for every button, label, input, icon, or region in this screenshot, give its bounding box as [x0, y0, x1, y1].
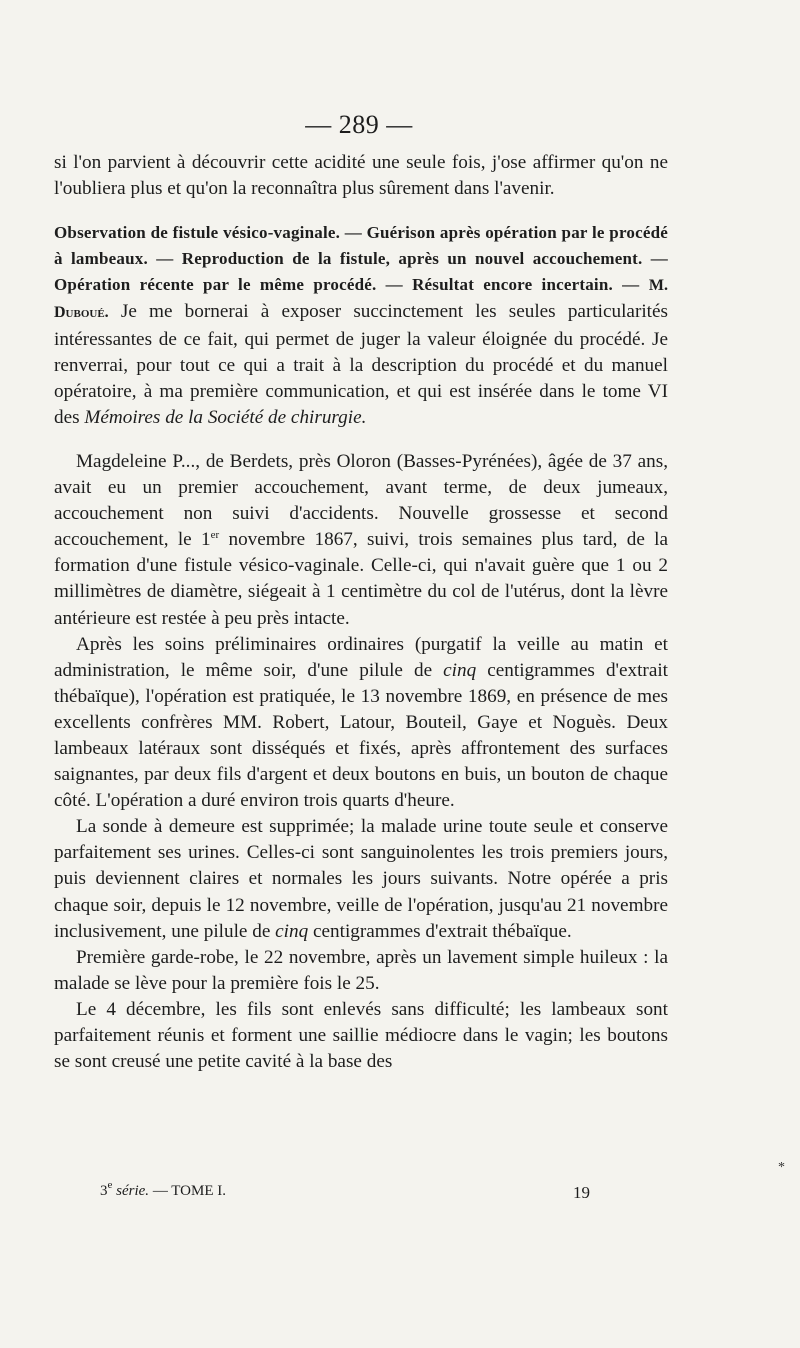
paragraph-sonde-text-2: centigrammes d'extrait thébaïque.: [308, 920, 572, 942]
signature-number: 19: [573, 1183, 590, 1202]
paragraph-operation: [54, 632, 668, 815]
paragraph-patient: [54, 449, 668, 632]
series-number: 3: [100, 1183, 108, 1199]
page-number: — 289 —: [305, 110, 413, 139]
paragraph-intro: si l'on parvient à découvrir cette acidité une seule fois, j'ose affirmer qu'on ne l'oubliera plus et qu'on la reconnaîtra plus sûrement dans l'avenir.: [54, 152, 668, 200]
italic-cinq: cinq: [443, 659, 477, 681]
series-word: série.: [112, 1183, 150, 1199]
margin-mark: *: [778, 1160, 785, 1175]
paragraph-decembre: Le 4 décembre, les fils sont enlevés sans difficulté; les lambeaux sont parfaitement réunis et forment une saillie médiocre dans le vagin; les boutons se sont creusé une petite cavité à la base des: [54, 998, 668, 1073]
author-name: M. Duboué.: [54, 277, 669, 322]
paragraph-patient-text-2: novembre 1867, suivi, trois semaines plus tard, de la formation d'une fistule vésico-vaginale. Celle-ci, qui n'avait guère que 1 ou 2 millimètres de diamètre, siégeait à 1 centimètre du col de l'utérus, dont la lèvre antérieure est restée à peu près intacte.: [54, 529, 669, 629]
paragraph-operation-text-1: Après les soins préliminaires ordinaires (purgatif la veille au matin et administration, le même soir, d'une pilule de: [54, 633, 668, 681]
series-label: [100, 1179, 227, 1200]
italic-cinq-2: cinq: [275, 920, 309, 942]
observation-title: Observation de fistule vésico-vaginale. — Guérison après opération par le procédé à lambeaux. — Reproduction de la fistule, après un nouvel accouchement. — Opération récente par le même procédé. — Résultat encore incertain. —: [54, 223, 668, 295]
paragraph-sonde-text-1: La sonde à demeure est supprimée; la malade urine toute seule et conserve parfaitement ses urines. Celles-ci sont sanguinolentes les trois premiers jours, puis deviennent claires et normales les jours suivants. Notre opérée a pris chaque soir, depuis le 12 novembre, veille de l'opération, jusqu'au 21 novembre inclusivement, une pilule de: [54, 816, 668, 942]
paragraph-patient-text-1: Magdeleine P..., de Berdets, près Oloron (Basses-Pyrénées), âgée de 37 ans, avait eu un premier accouchement, avant terme, de deux jumeaux, accouchement non suivi d'accidents. Nouvelle grossesse et second accouchement, le 1: [54, 450, 668, 551]
series-sup: e: [107, 1179, 113, 1191]
observation-paragraph: [54, 220, 668, 431]
journal-title: Mémoires de la Société de chirurgie.: [84, 406, 367, 428]
paragraph-sonde: [54, 814, 668, 944]
paragraph-garde-robe: Première garde-robe, le 22 novembre, après un lavement simple huileux : la malade se lève pour la première fois le 25.: [54, 946, 668, 994]
paragraph-operation-text-2: centigrammes d'extrait thébaïque), l'opération est pratiquée, le 13 novembre 1869, en présence de mes excellents confrères MM. Robert, Latour, Bouteil, Gaye et Noguès. Deux lambeaux latéraux sont disséqués et fixés, après affrontement des surfaces saignantes, par deux fils d'argent et deux boutons en buis, un bouton de chaque côté. L'opération a duré environ trois quarts d'heure.: [54, 659, 668, 812]
body-text: [54, 150, 668, 1075]
superscript-er: er: [210, 529, 220, 542]
observation-text: Je me bornerai à exposer succinctement les seules particularités intéressantes de ce fait, qui permet de juger la valeur éloignée du procédé. Je renverrai, pour tout ce qui a trait à la description du procédé et du manuel opératoire, à ma première communication, et qui est insérée dans le tome VI des: [54, 301, 668, 428]
tome-label: — TOME I.: [149, 1183, 227, 1199]
